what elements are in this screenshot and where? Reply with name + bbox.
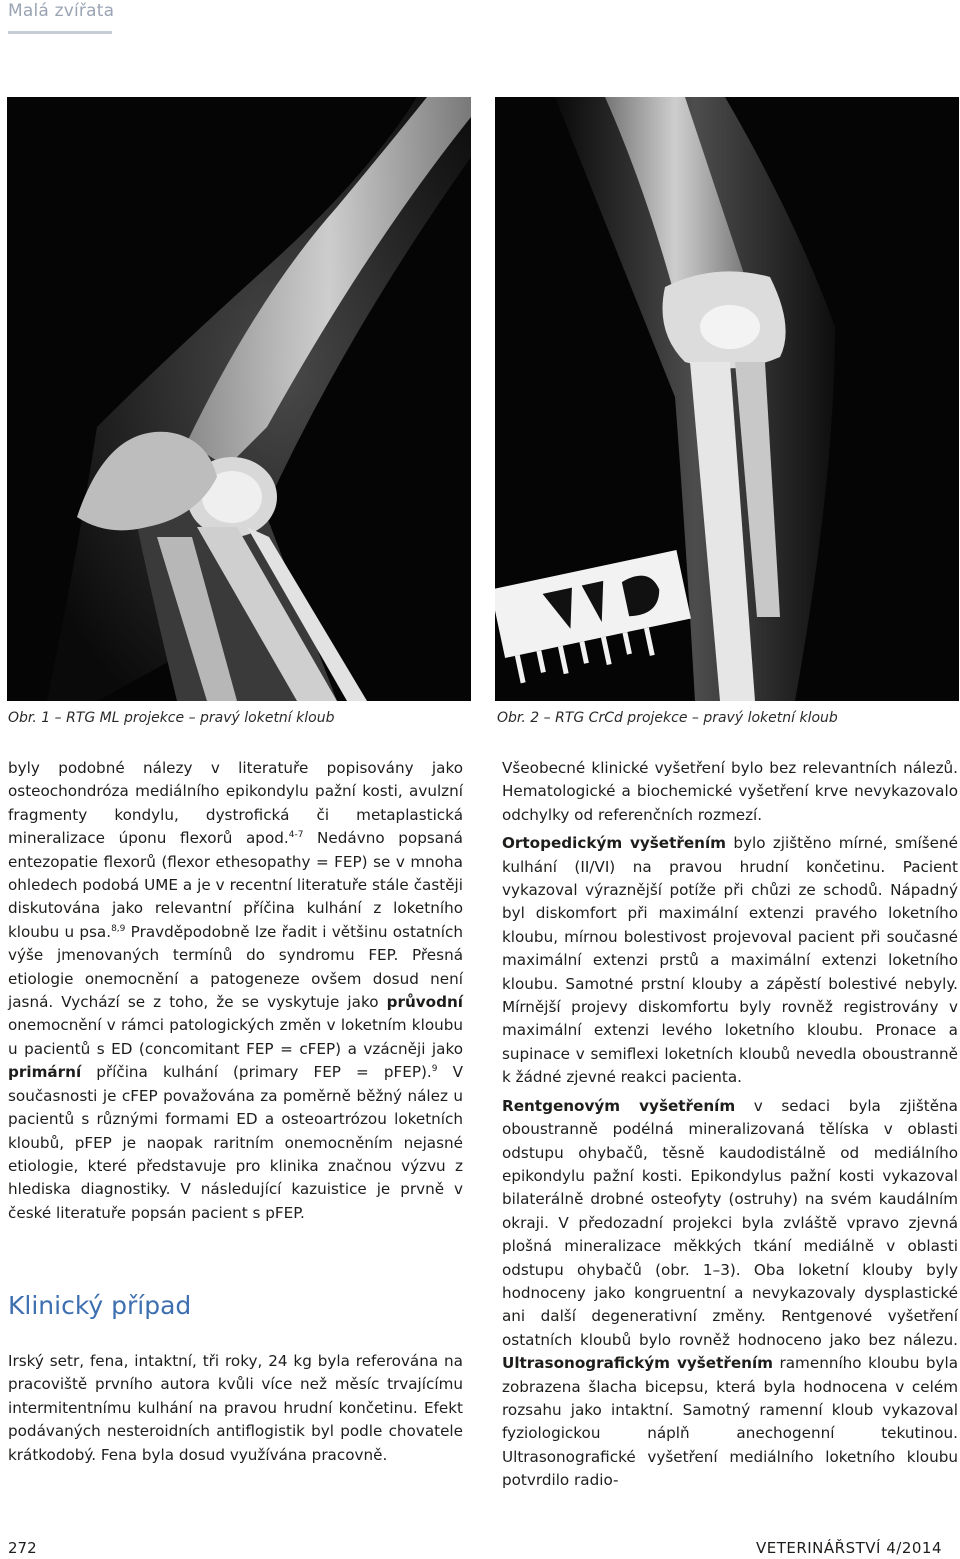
case-section: [8, 1350, 463, 1467]
paragraph: Ortopedickým vyšetřením bylo zjištěno mírné, smíšené kulhání (II/VI) na pravou hrudní končetinu. Pacient vykazoval výraznější potíže při chůzi ze schodů. Nápadný byl diskomfort při maximální extenzi pravého loketního kloubu, mírnou bolestivost projevoval pacient při současné maximální extenzi prstů a maximální extenzi loketního kloubu. Samotné prstní klouby a zápěstí bolestivé nebyly. Mírnější projevy diskomfortu byly rovněž registrovány v maximální extenzi levého loketního kloubu. Pronace a supinace v semiflexi loketních kloubů nevedla oboustranně k žádné zjevné reakci pacienta.: [502, 834, 958, 1087]
figure-2-radiograph: [495, 97, 959, 701]
left-column: [8, 757, 463, 1225]
figure-2-caption: Obr. 2 – RTG CrCd projekce – pravý loketní kloub: [497, 710, 838, 726]
bold-term: průvodní: [386, 993, 463, 1012]
page-header: [8, 0, 308, 22]
bold-term: Rentgenovým vyšetřením: [502, 1096, 736, 1115]
xray-ml-image: [7, 97, 471, 701]
section-heading: Klinický případ: [8, 1291, 192, 1320]
citation: 8,9: [111, 923, 126, 934]
right-column: [502, 757, 958, 1493]
section-title: Malá zvířata: [8, 1, 115, 21]
figure-1-radiograph: [7, 97, 471, 701]
paragraph: Rentgenovým vyšetřením v sedaci byla zjištěna oboustranně podélná mineralizovaná tělíska v oblasti odstupu ohybačů, těsně kaudodistálně od mediálního epikondylu pažní kosti. Epikondylus pažní kosti vykazoval bilaterálně drobné osteofyty (ostruhy) na svém kaudálním okraji. V předozadní projekci byla zvláště vpravo zjevná plošná mineralizace měkkých tkání mediálně v oblasti odstupu ohybačů (obr. 1–3). Oba loketní klouby byly hodnoceny jako kongruentní a nevykazovaly dysplastické ani další degenerativní změny. Rentgenové vyšetření ostatních kloubů bylo rovněž hodnoceno jako bez nálezu. Ultrasonografickým vyšetřením ramenního kloubu byla zobrazena šlacha bicepsu, která byla hodnocena v celém rozsahu jako intaktní. Samotný ramenní kloub vykazoval fyziologickou náplň anechogenní tekutinou. Ultrasonografické vyšetření mediálního loketního kloubu potvrdilo radio-: [502, 1096, 958, 1490]
paragraph: byly podobné nálezy v literatuře popisovány jako osteochondróza mediálního epikondylu pažní kosti, avulzní fragmenty kondylu, dystrofická či metaplastická mineralizace úponu flexorů apod.$^{4-7}$ Nedávno popsaná entezopatie flexorů (flexor ethesopathy = FEP) se v mnoha ohledech podobá UME a je v recentní literatuře stále častěji diskutována jako relevantní příčina kulhání z loketního kloubu u psa.$^{8,9}$ Pravděpodobně lze řadit i většinu ostatních výše jmenovaných termínů do syndromu FEP. Přesná etiologie onemocnění a patogeneze ovšem dosud není jasná. Vychází se z toho, že se vyskytuje jako průvodní onemocnění v rámci patologických změn v loketním kloubu u pacientů s ED (concomitant FEP = cFEP) a vzácněji jako primární příčina kulhání (primary FEP = pFEP).$^9$ V současnosti je cFEP považována za poměrně běžný nález u pacientů s různými formami ED a osteoartrózou loketních kloubů, pFEP je naopak raritním onemocněním nejasné etiologie, které představuje pro klinika značnou výzvu z hlediska diagnostiky. V následující kazuistice je prvně v české literatuře popsán pacient s pFEP.: [8, 759, 464, 1222]
citation: 9: [431, 1064, 438, 1075]
header-rule: [8, 31, 112, 34]
bold-term: Ortopedickým vyšetřením: [502, 834, 727, 853]
paragraph: Irský setr, fena, intaktní, tři roky, 24 kg byla referována na pracoviště prvního autora kvůli více než měsíc trvajícímu intermitentnímu kulhání na pravou hrudní končetinu. Efekt podávaných nesteroidních antiflogistik byl podle chovatele krátkodobý. Fena byla dosud využívána pracovně.: [8, 1352, 463, 1464]
journal-name: VETERINÁŘSTVÍ 4/2014: [755, 1539, 942, 1557]
page-number: 272: [8, 1539, 37, 1557]
bold-term: Ultrasonografickým vyšetřením: [502, 1354, 773, 1373]
figure-1-caption: Obr. 1 – RTG ML projekce – pravý loketní kloub: [8, 710, 335, 726]
paragraph: Všeobecné klinické vyšetření bylo bez relevantních nálezů. Hematologické a biochemické vyšetření krve nevykazovalo odchylky od referenčních rozmezí.: [502, 759, 958, 824]
citation: 4-7: [288, 830, 304, 841]
bold-term: primární: [8, 1063, 82, 1082]
xray-crcd-image: [495, 97, 959, 701]
